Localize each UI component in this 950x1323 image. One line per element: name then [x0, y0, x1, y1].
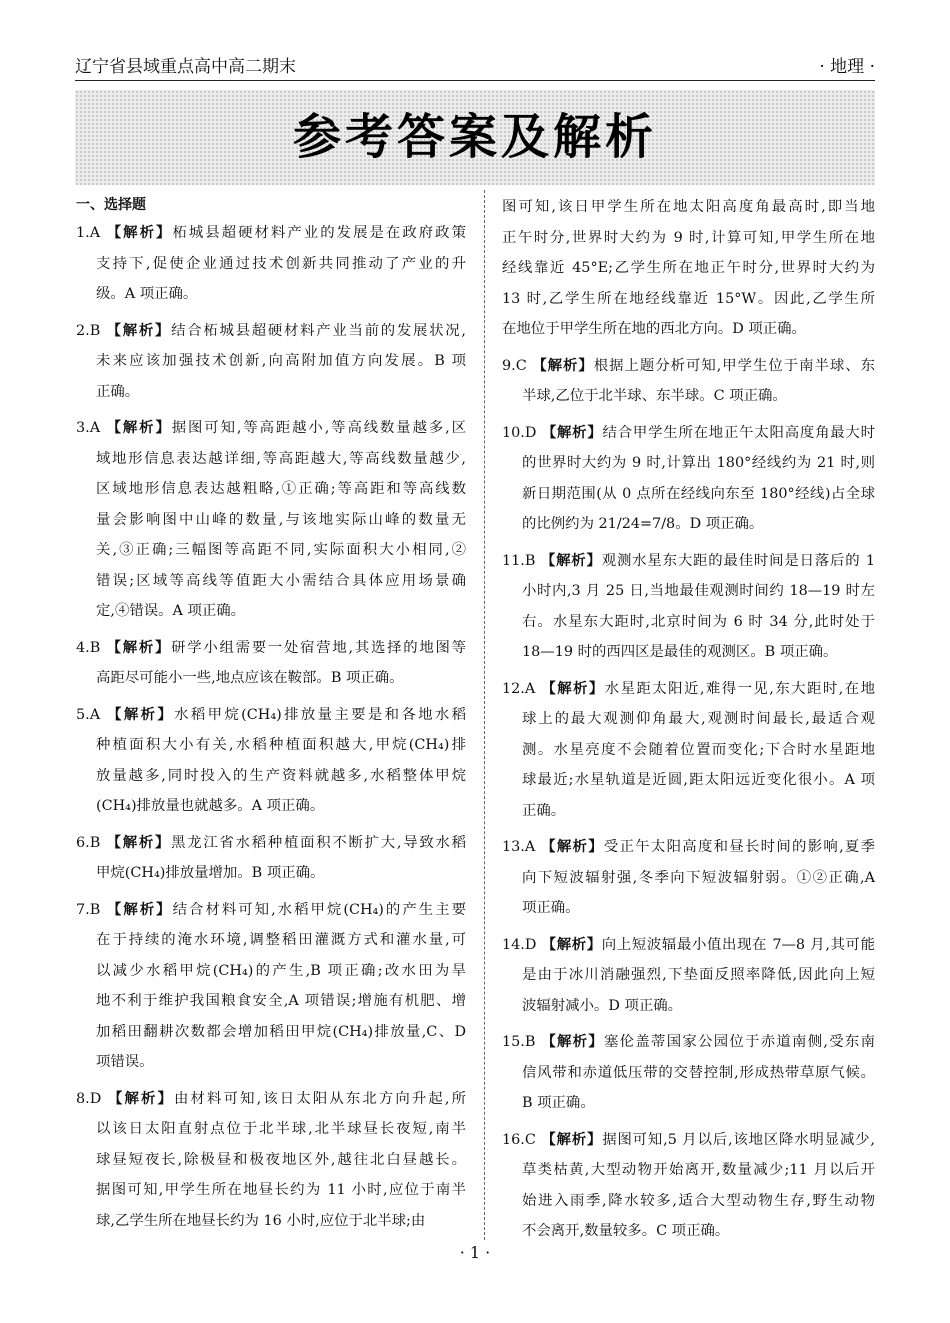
line-text: 域地形信息表达越详细,等高距越大,等高线数量越少, [96, 450, 466, 467]
line-text: 正确。 [96, 383, 140, 400]
question-number: 16. [502, 1131, 525, 1148]
answer-line [76, 444, 466, 475]
answer-line [502, 765, 875, 796]
answer-line [76, 1206, 466, 1237]
analysis-tag: 【解析】 [541, 1034, 605, 1050]
answer-line [502, 960, 875, 991]
question-number: 11. [502, 552, 525, 569]
answer-line [76, 249, 466, 280]
answer-item [76, 700, 466, 822]
answer-line [502, 1027, 875, 1058]
answer-line [502, 607, 875, 638]
answer-line [76, 761, 466, 792]
answer-letter: A [89, 225, 101, 241]
line-text: (CH₄)排放量也就越多。A 项正确。 [96, 798, 325, 814]
answer-line [502, 991, 875, 1022]
analysis-tag: 【解析】 [107, 706, 175, 723]
answer-line [76, 791, 466, 822]
question-number: 13. [502, 839, 525, 855]
analysis-tag: 【解析】 [532, 357, 594, 374]
analysis-tag: 【解析】 [106, 834, 172, 851]
answer-line [76, 279, 466, 310]
line-text: 在于持续的淹水环境,调整稻田灌溉方式和灌水量,可 [96, 932, 466, 948]
line-text: 错误;区域等高线等值距大小需结合具体应用场景确 [96, 572, 466, 589]
answer-line [76, 858, 466, 889]
answer-line [76, 1114, 466, 1145]
line-text: 在地位于甲学生所在地的西北方向。D 项正确。 [502, 321, 806, 337]
line-text: 的世界时大约为 9 时,计算出 180°经线约为 21 时,则 [522, 455, 875, 471]
line-text: 经线靠近 45°E;乙学生所在地正午时分,世界时大约为 [502, 260, 875, 276]
answer-letter: D [89, 1090, 102, 1107]
answer-line [76, 218, 466, 249]
line-text: 高距尽可能小一些,地点应该在鞍部。B 项正确。 [96, 670, 404, 686]
answer-letter: B [524, 1034, 536, 1050]
analysis-tag: 【解析】 [540, 552, 602, 569]
answer-line [76, 956, 466, 987]
line-text: 右。水星东大距时,北京时间为 6 时 34 分,此时处于 [522, 613, 875, 630]
answer-item [76, 316, 466, 408]
answer-line [76, 535, 466, 566]
answer-letter: B [89, 322, 101, 339]
answer-letter: D [524, 424, 537, 441]
page-number: · 1 · [459, 1243, 491, 1262]
line-text: 半球,乙位于北半球、东半球。C 项正确。 [522, 388, 787, 404]
title-banner [75, 90, 875, 185]
line-text: 不会离开,数量较多。C 项正确。 [522, 1223, 730, 1239]
line-text: 关,③正确;三幅图等高距不同,实际面积大小相同,② [96, 542, 466, 558]
answer-line [502, 223, 875, 254]
left-column [76, 192, 466, 1242]
line-text: 定,④错误。A 项正确。 [96, 603, 246, 619]
answer-letter: A [524, 680, 536, 697]
line-text: 图可知,该日甲学生所在地太阳高度角最高时,即当地 [502, 199, 875, 215]
analysis-tag: 【解析】 [106, 639, 172, 656]
answer-line [502, 1088, 875, 1119]
answer-line [502, 1216, 875, 1247]
answer-item [502, 418, 875, 540]
school-title: 辽宁省县域重点高中高二期末 [75, 57, 296, 77]
line-text: 测。水星亮度不会随着位置而变化;下合时水星距地 [522, 741, 875, 758]
answer-line [502, 863, 875, 894]
line-text: 小时内,3 月 25 日,当地最佳观测时间约 18—19 时左 [522, 583, 875, 599]
line-text: 据图可知,等高距越小,等高线数量越多,区 [171, 420, 466, 436]
line-text: 量会影响图中山峰的数量,与该地实际山峰的数量无 [96, 511, 466, 528]
line-text: 项正确。 [522, 900, 580, 916]
line-text: 草类枯黄,大型动物开始离开,数量减少;11 月以后开 [522, 1162, 875, 1178]
answer-line [502, 418, 875, 449]
answer-letter: B [89, 639, 101, 656]
answer-line [76, 828, 466, 859]
answer-line [76, 700, 466, 731]
line-text: 区域地形信息表达越粗略,①正确;等高距和等高线数 [96, 481, 466, 497]
answer-line [76, 474, 466, 505]
line-text: B 项正确。 [522, 1095, 595, 1111]
question-number: 8. [76, 1090, 90, 1107]
answer-line [76, 663, 466, 694]
page-header [75, 52, 875, 78]
answer-line [502, 893, 875, 924]
answer-line [502, 314, 875, 345]
subject-label: · 地理 · [819, 57, 875, 77]
line-text: 级。A 项正确。 [96, 286, 198, 302]
question-number: 6. [76, 834, 90, 851]
line-text: 受正午太阳高度和昼长时间的影响,夏季 [603, 839, 875, 855]
answer-item [76, 828, 466, 889]
line-text: 据图可知,5 月以后,该地区降水明显减少, [602, 1131, 875, 1148]
line-text: 正午时分,世界时大约为 9 时,计算可知,甲学生所在地 [502, 229, 875, 246]
answer-item [502, 674, 875, 827]
answer-line [502, 832, 875, 863]
answer-item [502, 930, 875, 1022]
answer-item [502, 832, 875, 924]
question-number: 14. [502, 936, 525, 953]
answer-letter: B [524, 552, 536, 569]
analysis-tag: 【解析】 [541, 424, 603, 441]
answer-line [76, 895, 466, 926]
line-text: 的比例约为 21/24=7/8。D 项正确。 [522, 516, 764, 532]
line-text: 塞伦盖蒂国家公园位于赤道南侧,受东南 [604, 1034, 875, 1050]
question-number: 5. [76, 706, 90, 723]
line-text: 观测水星东大距的最佳时间是日落后的 1 [601, 552, 875, 569]
question-number: 4. [76, 639, 90, 656]
analysis-tag: 【解析】 [106, 901, 173, 918]
analysis-tag: 【解析】 [541, 1131, 603, 1148]
line-text: 正确。 [522, 802, 566, 819]
answer-letter: C [515, 357, 527, 374]
answer-letter: A [89, 420, 101, 436]
answer-line [76, 377, 466, 408]
line-text: 球最近;水星轨道是近圆,距太阳远近变化很小。A 项 [522, 772, 875, 788]
line-text: 甲烷(CH₄)排放量增加。B 项正确。 [96, 865, 325, 881]
answer-line [76, 986, 466, 1017]
analysis-tag: 【解析】 [541, 839, 604, 855]
answer-item [76, 895, 466, 1078]
line-text: 球,乙学生所在地昼长约为 16 小时,应位于北半球;由 [96, 1212, 426, 1229]
line-text: 是由于冰川消融强烈,下垫面反照率降低,因此向上短 [522, 967, 875, 983]
analysis-tag: 【解析】 [106, 322, 172, 339]
answer-line [502, 253, 875, 284]
answer-line [76, 1145, 466, 1176]
answer-item [502, 351, 875, 412]
line-text: 信风带和赤道低压带的交替控制,形成热带草原气候。 [522, 1064, 875, 1081]
line-text: 据图可知,甲学生所在地昼长约为 11 小时,应位于南半 [96, 1182, 466, 1198]
question-number: 1. [76, 225, 90, 241]
line-text: 结合甲学生所在地正午太阳高度角最大时 [602, 424, 875, 441]
line-text: 球上的最大观测仰角最大,观测时间最长,最适合观 [522, 711, 875, 727]
answer-line [76, 413, 466, 444]
line-text: 向下短波辐射强,冬季向下短波辐射弱。①②正确,A [522, 869, 875, 886]
line-text: 项错误。 [96, 1054, 154, 1070]
answer-line [502, 351, 875, 382]
answer-line [502, 1058, 875, 1089]
line-text: 结合柘城县超硬材料产业当前的发展状况, [171, 322, 466, 339]
answer-line [502, 192, 875, 223]
analysis-tag: 【解析】 [541, 936, 602, 953]
answer-line [76, 730, 466, 761]
question-number: 10. [502, 424, 525, 441]
line-text: 波辐射减小。D 项正确。 [522, 997, 683, 1014]
answer-line [76, 596, 466, 627]
document-title: 参考答案及解析 [292, 109, 657, 165]
line-text: 水稻甲烷(CH₄)排放量主要是和各地水稻 [174, 706, 466, 723]
line-text: 加稻田翻耕次数都会增加稻田甲烷(CH₄)排放量,C、D [96, 1023, 466, 1040]
answer-line [76, 1175, 466, 1206]
line-text: 13 时,乙学生所在地经线靠近 15°W。因此,乙学生所 [502, 290, 875, 307]
section-title: 一、选择题 [76, 197, 146, 213]
line-text: 未来应该加强技术创新,向高附加值方向发展。B 项 [96, 353, 466, 369]
answer-line [502, 1186, 875, 1217]
answer-line [76, 566, 466, 597]
header-rule [75, 80, 875, 81]
answer-line [502, 796, 875, 827]
line-text: 始进入雨季,降水较多,适合大型动物生存,野生动物 [522, 1192, 875, 1209]
line-text: 向上短波辐最小值出现在 7—8 月,其可能 [601, 936, 875, 953]
line-text: 结合材料可知,水稻甲烷(CH₄)的产生主要 [172, 901, 466, 918]
answer-item [502, 1125, 875, 1247]
answer-line [502, 704, 875, 735]
answer-line [76, 1017, 466, 1048]
analysis-tag: 【解析】 [541, 680, 605, 697]
answer-line [76, 1084, 466, 1115]
answer-letter: C [524, 1131, 536, 1148]
answer-line [76, 346, 466, 377]
answer-item [502, 192, 875, 345]
line-text: 放量越多,同时投入的生产资料就越多,水稻整体甲烷 [96, 767, 466, 784]
answer-line [502, 479, 875, 510]
answer-line [76, 316, 466, 347]
question-number: 7. [76, 901, 90, 918]
answer-line [76, 925, 466, 956]
answer-line [76, 1047, 466, 1078]
line-text: 根据上题分析可知,甲学生位于南半球、东 [593, 357, 875, 374]
line-text: 种植面积大小有关,水稻种植面积越大,甲烷(CH₄)排 [96, 737, 466, 753]
answer-item [76, 1084, 466, 1237]
answer-line [502, 576, 875, 607]
answer-letter: A [524, 839, 536, 855]
answer-line [502, 1125, 875, 1156]
right-column [502, 192, 875, 1253]
line-text: 水星距太阳近,难得一见,东大距时,在地 [604, 680, 875, 697]
answer-line [502, 448, 875, 479]
answer-letter: A [89, 706, 101, 723]
line-text: 以该日太阳直射点位于北半球,北半球昼长夜短,南半 [96, 1121, 466, 1137]
line-text: 由材料可知,该日太阳从东北方向升起,所 [174, 1090, 466, 1107]
column-divider [484, 190, 485, 1240]
answer-line [502, 509, 875, 540]
answer-line [502, 930, 875, 961]
answer-line [502, 1155, 875, 1186]
line-text: 新日期范围(从 0 点所在经线向东至 180°经线)占全球 [522, 485, 875, 502]
question-number: 9. [502, 357, 516, 374]
analysis-tag: 【解析】 [106, 225, 173, 241]
question-number: 3. [76, 420, 90, 436]
answer-item [76, 218, 466, 310]
analysis-tag: 【解析】 [106, 420, 172, 436]
line-text: 支持下,促使企业通过技术创新共同推动了产业的升 [96, 255, 466, 272]
answer-line [76, 633, 466, 664]
answer-line [502, 674, 875, 705]
answer-line [502, 637, 875, 668]
question-number: 2. [76, 322, 90, 339]
answer-line [502, 284, 875, 315]
line-text: 以减少水稻甲烷(CH₄)的产生,B 项正确;改水田为旱 [96, 962, 466, 979]
question-number: 12. [502, 680, 525, 697]
answer-item [502, 1027, 875, 1119]
line-text: 18—19 时的西四区是最佳的观测区。B 项正确。 [522, 644, 838, 660]
line-text: 地不利于维护我国粮食安全,A 项错误;增施有机肥、增 [96, 993, 466, 1009]
answer-line [76, 505, 466, 536]
answer-line [502, 546, 875, 577]
answer-letter: B [89, 901, 101, 918]
answer-letter: B [89, 834, 101, 851]
line-text: 研学小组需要一处宿营地,其选择的地图等 [171, 639, 466, 656]
line-text: 球昼短夜长,除极昼和极夜地区外,越往北白昼越长。 [96, 1151, 466, 1168]
answer-letter: D [524, 936, 537, 953]
question-number: 15. [502, 1034, 525, 1050]
analysis-tag: 【解析】 [107, 1090, 175, 1107]
answer-item [502, 546, 875, 668]
line-text: 黑龙江省水稻种植面积不断扩大,导致水稻 [171, 834, 466, 851]
answer-line [502, 381, 875, 412]
line-text: 柘城县超硬材料产业的发展是在政府政策 [172, 225, 466, 241]
answer-line [502, 735, 875, 766]
answer-item [76, 413, 466, 627]
answer-item [76, 633, 466, 694]
